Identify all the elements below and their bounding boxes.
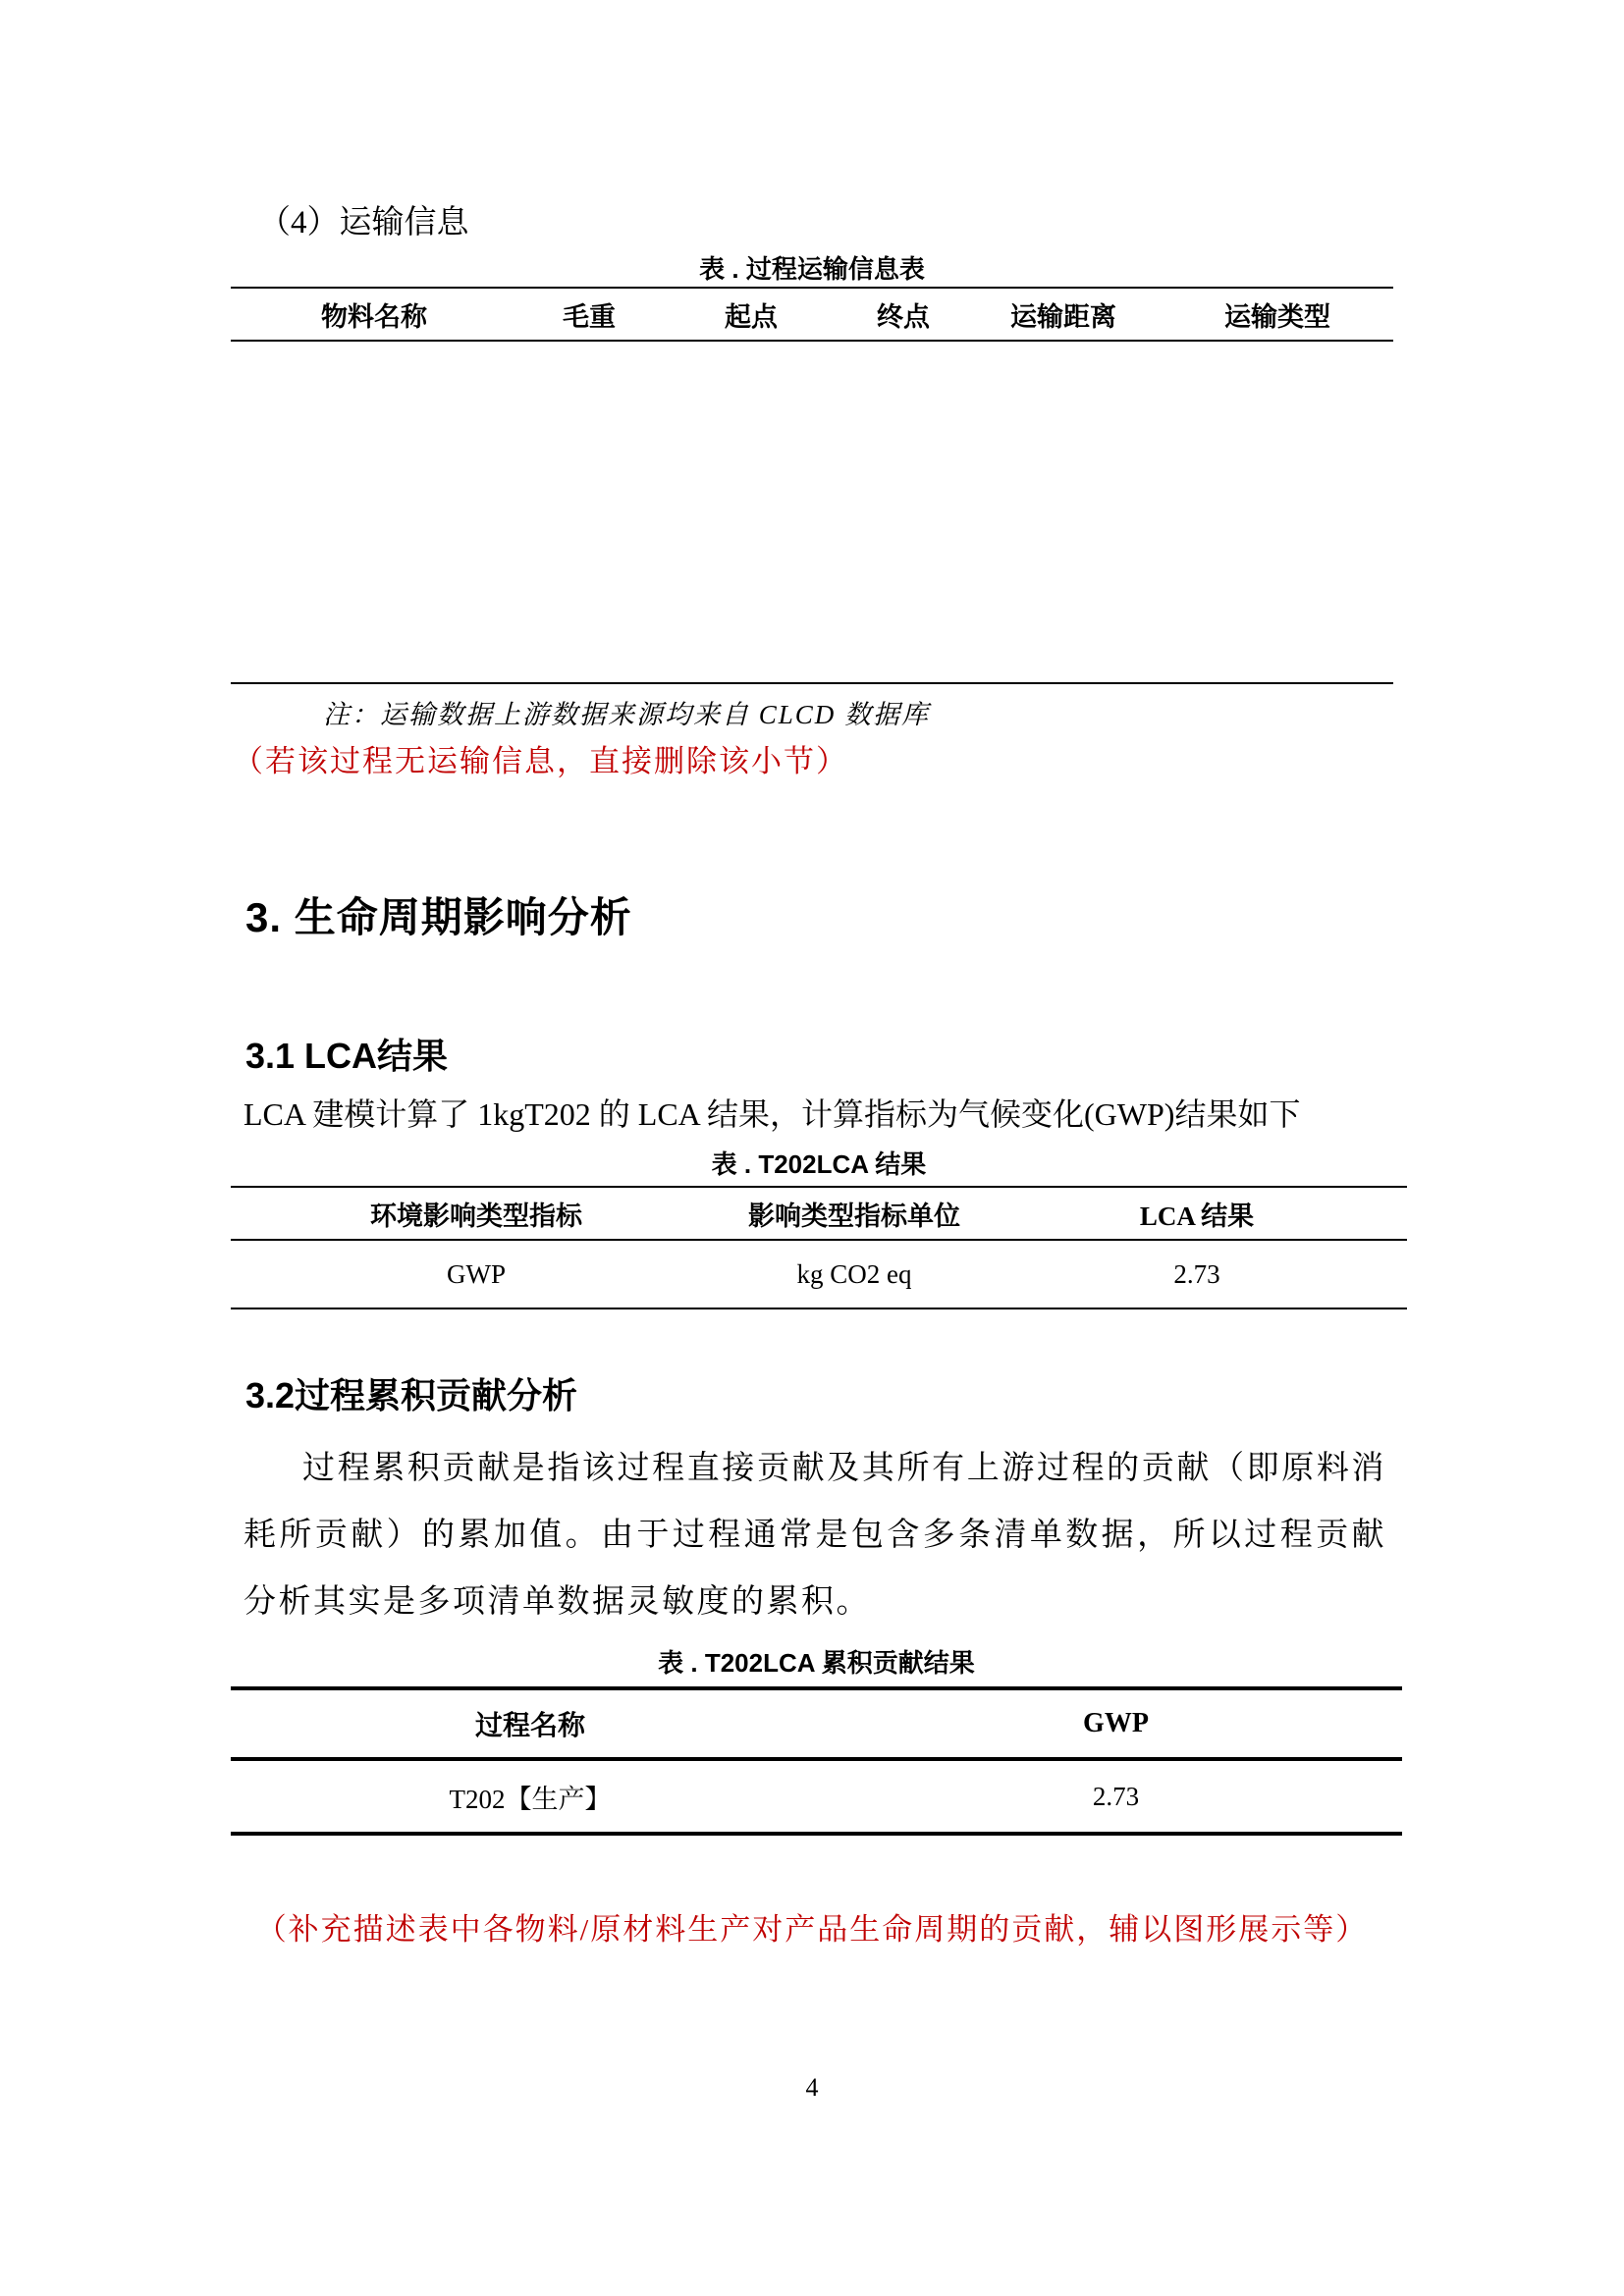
lca-result-data-row: [231, 1241, 1407, 1308]
cell-gwp: GWP: [447, 1258, 506, 1289]
cell-lca-value: 2.73: [1173, 1258, 1220, 1289]
col-header-material-name: 物料名称: [321, 301, 427, 332]
col-header-process-name: 过程名称: [474, 1711, 585, 1741]
contribution-table: [231, 1686, 1402, 1836]
cell-process-name: T202【生产】: [449, 1784, 612, 1814]
col-header-gross-weight: 毛重: [563, 301, 616, 332]
col-header-lca-result: LCA 结果: [1139, 1201, 1255, 1231]
col-header-impact-indicator: 环境影响类型指标: [370, 1201, 582, 1231]
col-header-origin: 起点: [725, 301, 778, 332]
transport-table-note: 注：运输数据上游数据来源均来自 CLCD 数据库: [323, 700, 931, 729]
transport-table-header-row: [231, 289, 1393, 342]
cell-unit: kg CO2 eq: [796, 1258, 912, 1289]
transport-table-empty-body: [231, 342, 1393, 682]
transport-section-heading: （4）运输信息: [258, 205, 469, 240]
contribution-heading: 3.2过程累积贡献分析: [245, 1375, 578, 1415]
col-header-transport-distance: 运输距离: [1010, 301, 1116, 332]
col-header-indicator-unit: 影响类型指标单位: [748, 1201, 960, 1231]
lca-result-header-row: [231, 1188, 1407, 1241]
col-header-destination: 终点: [877, 301, 930, 332]
page-number: 4: [805, 2073, 819, 2102]
col-header-transport-type: 运输类型: [1224, 301, 1330, 332]
transport-table: [231, 287, 1393, 684]
transport-red-annotation: （若该过程无运输信息，直接删除该小节）: [233, 744, 848, 778]
lca-result-table-caption: 表 . T202LCA 结果: [711, 1149, 927, 1179]
lca-result-heading: 3.1 LCA结果: [245, 1036, 449, 1076]
contribution-table-caption: 表 . T202LCA 累积贡献结果: [658, 1648, 975, 1678]
contribution-data-row: [231, 1761, 1402, 1832]
contribution-paragraph: 过程累积贡献是指该过程直接贡献及其所有上游过程的贡献（即原料消耗所贡献）的累加值。由于过程通常是包含多条清单数据，所以过程贡献分析其实是多项清单数据灵敏度的累积。: [244, 1451, 1386, 1620]
col-header-gwp: GWP: [1083, 1708, 1149, 1738]
lca-result-paragraph: LCA 建模计算了 1kgT202 的 LCA 结果，计算指标为气候变化(GWP)结果如下: [244, 1096, 1301, 1132]
transport-table-caption: 表 . 过程运输信息表: [699, 254, 925, 284]
contribution-red-annotation: （补充描述表中各物料/原材料生产对产品生命周期的贡献，辅以图形展示等）: [255, 1912, 1369, 1947]
lcia-section-heading: 3. 生命周期影响分析: [245, 894, 632, 940]
lca-result-table: [231, 1186, 1407, 1309]
cell-gwp-value: 2.73: [1092, 1781, 1140, 1811]
contribution-header-row: [231, 1690, 1402, 1761]
